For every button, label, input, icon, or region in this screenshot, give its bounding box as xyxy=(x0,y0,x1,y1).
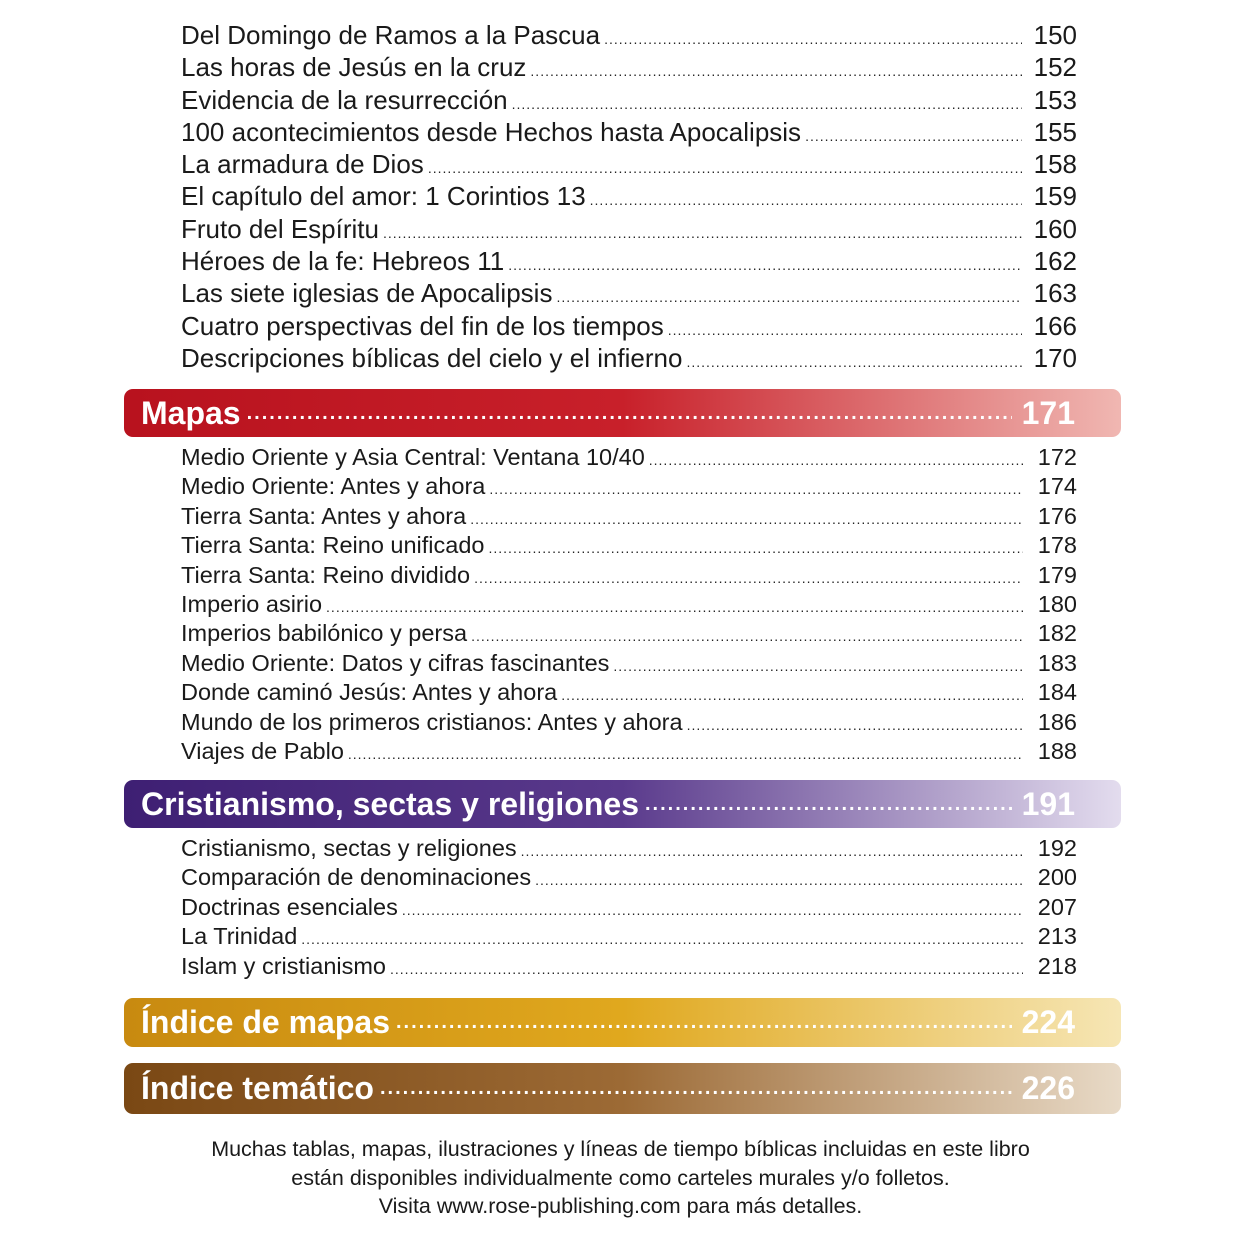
toc-entry-title: Islam y cristianismo xyxy=(181,952,387,979)
toc-entry-title: Héroes de la fe: Hebreos 11 xyxy=(181,246,505,277)
toc-entry-page-number: 160 xyxy=(1033,213,1077,244)
dot-leader xyxy=(348,746,1023,762)
toc-entry[interactable] xyxy=(181,52,1077,84)
toc-entry-title: Las horas de Jesús en la cruz xyxy=(181,52,527,83)
dot-leader xyxy=(645,793,1012,816)
toc-entry[interactable] xyxy=(181,473,1077,502)
dot-leader xyxy=(247,402,1012,425)
toc-entry[interactable] xyxy=(181,149,1077,181)
toc-entry-title: Viajes de Pablo xyxy=(181,737,344,764)
toc-entry-title: Tierra Santa: Antes y ahora xyxy=(181,502,467,529)
toc-entry-title: Fruto del Espíritu xyxy=(181,213,379,244)
toc-entry-page-number: 218 xyxy=(1037,952,1077,979)
toc-entry-page-number: 153 xyxy=(1033,84,1077,115)
toc-entry-page-number: 180 xyxy=(1037,590,1077,617)
toc-entry[interactable] xyxy=(181,311,1077,343)
dot-leader xyxy=(428,160,1022,176)
toc-entry[interactable] xyxy=(181,620,1077,649)
dot-leader xyxy=(604,31,1022,47)
toc-entry[interactable] xyxy=(181,246,1077,278)
toc-entry-page-number: 162 xyxy=(1033,246,1077,277)
toc-entry-page-number: 183 xyxy=(1037,649,1077,676)
toc-entry-page-number: 166 xyxy=(1033,310,1077,341)
toc-entry[interactable] xyxy=(181,117,1077,149)
toc-entry-title: Evidencia de la resurrección xyxy=(181,84,508,115)
toc-entry-page-number: 176 xyxy=(1037,502,1077,529)
dot-leader xyxy=(535,872,1023,888)
section-page-number: 191 xyxy=(1021,785,1075,822)
toc-entry-page-number: 170 xyxy=(1033,342,1077,373)
toc-entry[interactable] xyxy=(181,679,1077,708)
dot-leader xyxy=(613,658,1023,674)
dot-leader xyxy=(390,961,1023,977)
toc-entry-title: Imperios babilónico y persa xyxy=(181,620,468,647)
toc-entry-page-number: 174 xyxy=(1037,473,1077,500)
dot-leader xyxy=(687,717,1023,733)
dot-leader xyxy=(668,322,1022,338)
dot-leader xyxy=(508,257,1021,273)
toc-entry-title: Descripciones bíblicas del cielo y el infierno xyxy=(181,342,683,373)
dot-leader xyxy=(805,128,1022,144)
toc-entry-page-number: 159 xyxy=(1033,181,1077,212)
dot-leader xyxy=(686,354,1021,370)
toc-entry-page-number: 179 xyxy=(1037,561,1077,588)
toc-entry-page-number: 188 xyxy=(1037,737,1077,764)
footer-line: Muchas tablas, mapas, ilustraciones y líneas de tiempo bíblicas incluidas en este libro xyxy=(211,1137,1030,1161)
dot-leader xyxy=(512,96,1022,112)
toc-entry-title: Tierra Santa: Reino dividido xyxy=(181,561,471,588)
toc-entry[interactable] xyxy=(181,894,1077,923)
dot-leader xyxy=(474,570,1023,586)
toc-entry[interactable] xyxy=(181,532,1077,561)
dot-leader xyxy=(326,599,1023,615)
dot-leader xyxy=(590,192,1022,208)
toc-entry[interactable] xyxy=(181,343,1077,375)
toc-entry-page-number: 150 xyxy=(1033,20,1077,50)
toc-entry-title: 100 acontecimientos desde Hechos hasta Apocalipsis xyxy=(181,116,802,147)
dot-leader xyxy=(383,225,1022,241)
footer-line: Visita www.rose-publishing.com para más detalles. xyxy=(378,1194,863,1218)
section-bar-indice-tematico[interactable] xyxy=(124,1063,1121,1114)
toc-entry[interactable] xyxy=(181,591,1077,620)
toc-entry[interactable] xyxy=(181,20,1077,52)
dot-leader xyxy=(380,1077,1012,1100)
toc-entry-page-number: 182 xyxy=(1037,620,1077,647)
footer-line: están disponibles individualmente como carteles murales y/o folletos. xyxy=(291,1165,950,1190)
section-page-number: 224 xyxy=(1021,1004,1075,1040)
toc-entry[interactable] xyxy=(181,923,1077,952)
toc-entry[interactable] xyxy=(181,562,1077,591)
toc-entry[interactable] xyxy=(181,181,1077,213)
toc-entry[interactable] xyxy=(181,864,1077,893)
toc-entry-page-number: 184 xyxy=(1037,679,1077,706)
toc-entry-title: El capítulo del amor: 1 Corintios 13 xyxy=(181,181,586,212)
dot-leader xyxy=(556,289,1021,305)
dot-leader xyxy=(530,63,1021,79)
toc-entry-title: Medio Oriente: Datos y cifras fascinantes xyxy=(181,649,610,676)
toc-entry-page-number: 186 xyxy=(1037,708,1077,735)
toc-entry-page-number: 172 xyxy=(1037,444,1077,470)
toc-entry[interactable] xyxy=(181,85,1077,117)
dot-leader xyxy=(489,540,1024,556)
toc-entry-title: Comparación de denominaciones xyxy=(181,864,532,891)
toc-entry[interactable] xyxy=(181,278,1077,310)
toc-entry-page-number: 207 xyxy=(1037,893,1077,920)
section-title: Cristianismo, sectas y religiones xyxy=(141,785,639,822)
section-page-number: 226 xyxy=(1021,1070,1075,1106)
section-page-number: 171 xyxy=(1021,394,1075,431)
section-title: Índice de mapas xyxy=(141,1004,390,1040)
toc-entry[interactable] xyxy=(181,738,1077,767)
toc-entry[interactable] xyxy=(181,214,1077,246)
toc-entry[interactable] xyxy=(181,835,1077,864)
toc-entry-title: Las siete iglesias de Apocalipsis xyxy=(181,278,553,309)
toc-entry[interactable] xyxy=(181,503,1077,532)
toc-entry-title: Doctrinas esenciales xyxy=(181,893,398,920)
toc-group-cristianismo xyxy=(181,835,1077,982)
toc-entry-title: La Trinidad xyxy=(181,923,298,950)
dot-leader xyxy=(561,687,1023,703)
dot-leader xyxy=(521,843,1023,859)
toc-entry[interactable] xyxy=(181,444,1077,473)
toc-entry[interactable] xyxy=(181,953,1077,982)
section-bar-indice-de-mapas[interactable] xyxy=(124,998,1121,1047)
dot-leader xyxy=(649,452,1023,468)
section-bar-mapas[interactable] xyxy=(124,389,1121,437)
toc-entry-page-number: 163 xyxy=(1033,278,1077,309)
toc-entry-title: Donde caminó Jesús: Antes y ahora xyxy=(181,679,558,706)
toc-entry-title: Mundo de los primeros cristianos: Antes y ahora xyxy=(181,708,683,735)
toc-entry-page-number: 178 xyxy=(1037,532,1077,559)
toc-entry-page-number: 155 xyxy=(1033,116,1077,147)
toc-entry-title: Medio Oriente: Antes y ahora xyxy=(181,473,486,500)
dot-leader xyxy=(489,481,1023,497)
toc-entry-title: Imperio asirio xyxy=(181,590,323,617)
toc-entry-page-number: 152 xyxy=(1033,52,1077,83)
toc-entry-page-number: 158 xyxy=(1033,149,1077,180)
dot-leader xyxy=(402,902,1023,918)
toc-entry-page-number: 192 xyxy=(1037,835,1077,861)
toc-entry-page-number: 213 xyxy=(1037,923,1077,950)
toc-entry-title: Cuatro perspectivas del fin de los tiempos xyxy=(181,310,664,341)
toc-entry-title: La armadura de Dios xyxy=(181,149,424,180)
section-bar-cristianismo[interactable] xyxy=(124,780,1121,828)
toc-entry-page-number: 200 xyxy=(1037,864,1077,891)
toc-entry-title: Tierra Santa: Reino unificado xyxy=(181,532,485,559)
toc-group-mapas xyxy=(181,444,1077,767)
toc-entry-title: Del Domingo de Ramos a la Pascua xyxy=(181,20,601,50)
dot-leader xyxy=(471,628,1023,644)
dot-leader xyxy=(301,931,1023,947)
dot-leader xyxy=(396,1011,1012,1034)
toc-entry-title: Medio Oriente y Asia Central: Ventana 10/40 xyxy=(181,444,645,470)
toc-group-1 xyxy=(181,20,1077,375)
toc-entry[interactable] xyxy=(181,650,1077,679)
footer-note xyxy=(150,1135,1091,1221)
toc-entry[interactable] xyxy=(181,709,1077,738)
section-title: Índice temático xyxy=(141,1070,374,1106)
section-title: Mapas xyxy=(141,394,241,431)
dot-leader xyxy=(470,511,1023,527)
toc-entry-title: Cristianismo, sectas y religiones xyxy=(181,835,517,861)
